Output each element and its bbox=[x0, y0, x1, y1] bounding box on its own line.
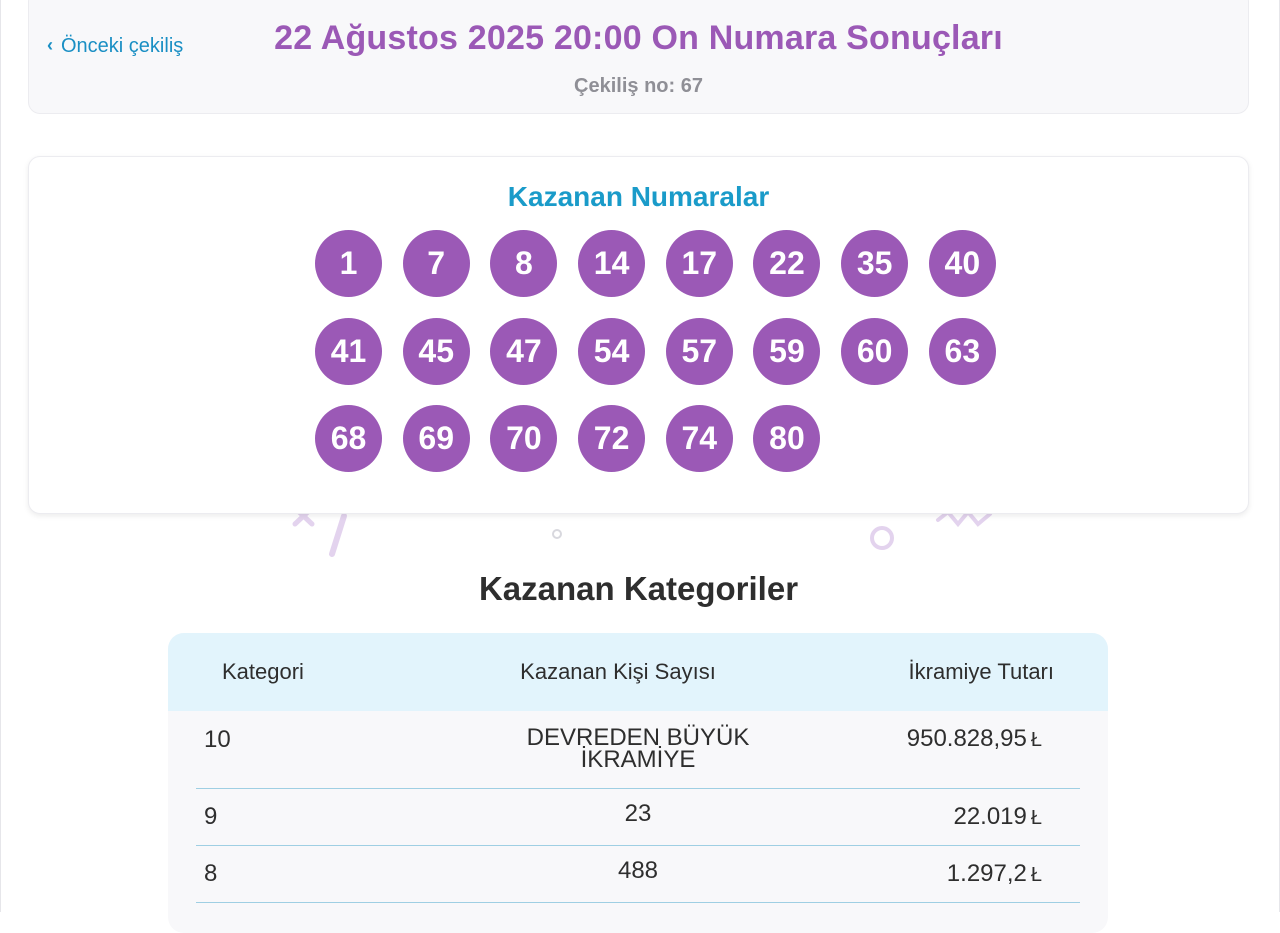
number-ball: 1 bbox=[315, 230, 382, 297]
number-ball: 59 bbox=[753, 318, 820, 385]
amount-cell bbox=[947, 860, 1042, 888]
number-ball: 40 bbox=[929, 230, 996, 297]
number-ball: 7 bbox=[403, 230, 470, 297]
table-row bbox=[196, 789, 1080, 846]
winners-cell: 23 bbox=[624, 800, 652, 827]
number-ball: 69 bbox=[403, 405, 470, 472]
winners-cell-line: DEVREDEN BÜYÜK bbox=[526, 724, 750, 751]
number-balls-grid bbox=[315, 230, 1015, 472]
amount-value: 22.019 bbox=[953, 803, 1027, 830]
number-ball: 41 bbox=[315, 318, 382, 385]
number-ball: 35 bbox=[841, 230, 908, 297]
number-ball: 54 bbox=[578, 318, 645, 385]
category-cell: 10 bbox=[204, 726, 231, 753]
amount-value: 950.828,95 bbox=[906, 725, 1027, 752]
number-ball: 70 bbox=[490, 405, 557, 472]
winning-numbers-title: Kazanan Numaralar bbox=[507, 181, 770, 212]
winners-cell: 488 bbox=[617, 857, 659, 884]
number-ball: 72 bbox=[578, 405, 645, 472]
number-ball: 63 bbox=[929, 318, 996, 385]
categories-heading: Kazanan Kategoriler bbox=[478, 570, 799, 607]
number-ball: 45 bbox=[403, 318, 470, 385]
previous-draw-label: Önceki çekiliş bbox=[61, 35, 184, 57]
number-ball: 74 bbox=[666, 405, 733, 472]
lira-icon: Ł bbox=[1030, 729, 1042, 751]
page-border-left bbox=[0, 0, 1, 912]
winners-cell-line: İKRAMİYE bbox=[580, 746, 696, 773]
amount-value: 1.297,2 bbox=[946, 860, 1027, 887]
amount-cell bbox=[907, 725, 1042, 753]
number-ball: 14 bbox=[578, 230, 645, 297]
number-ball: 22 bbox=[753, 230, 820, 297]
column-header-category: Kategori bbox=[222, 659, 304, 684]
page-title: 22 Ağustos 2025 20:00 On Numara Sonuçları bbox=[274, 19, 1003, 57]
draw-number: Çekiliş no: 67 bbox=[574, 75, 703, 97]
number-ball: 80 bbox=[753, 405, 820, 472]
draw-header-card bbox=[28, 0, 1249, 114]
lira-icon: Ł bbox=[1030, 807, 1042, 829]
column-header-winners: Kazanan Kişi Sayısı bbox=[520, 659, 716, 684]
number-ball: 17 bbox=[666, 230, 733, 297]
number-ball: 60 bbox=[841, 318, 908, 385]
number-ball: 57 bbox=[666, 318, 733, 385]
number-ball: 8 bbox=[490, 230, 557, 297]
category-cell: 9 bbox=[204, 803, 218, 830]
chevron-left-icon: ‹ bbox=[47, 35, 53, 55]
number-ball: 47 bbox=[490, 318, 557, 385]
table-row bbox=[196, 846, 1080, 903]
column-header-amount: İkramiye Tutarı bbox=[908, 659, 1054, 684]
lira-icon: Ł bbox=[1030, 864, 1042, 886]
categories-table bbox=[168, 633, 1108, 933]
number-ball: 68 bbox=[315, 405, 382, 472]
category-cell: 8 bbox=[204, 860, 218, 887]
table-row bbox=[196, 711, 1080, 789]
table-header bbox=[168, 633, 1108, 711]
winning-numbers-card bbox=[28, 156, 1249, 514]
amount-cell bbox=[953, 803, 1042, 831]
